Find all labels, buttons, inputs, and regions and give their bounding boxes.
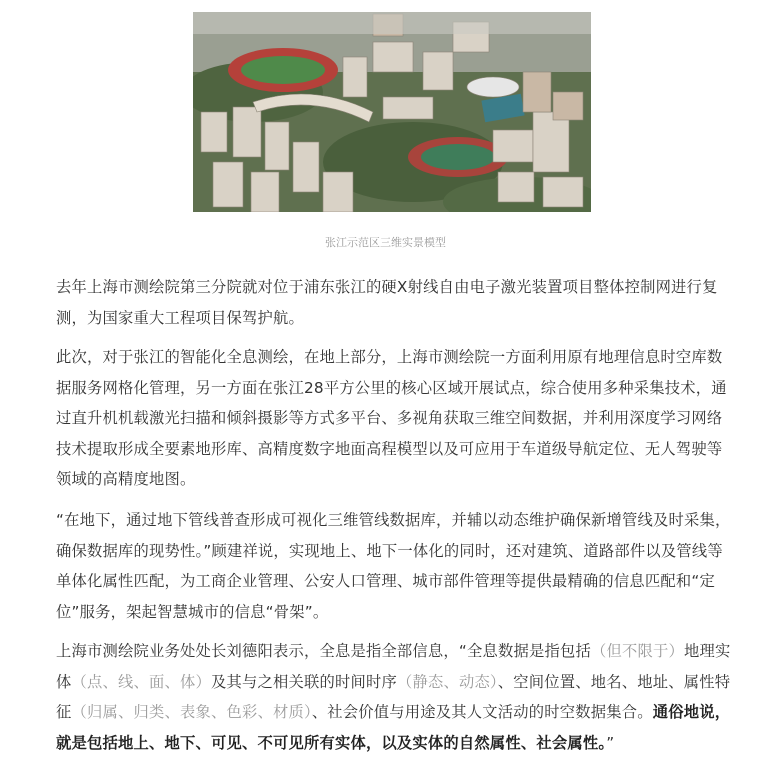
paragraph-1: 去年上海市测绘院第三分院就对位于浦东张江的硬X射线自由电子激光装置项目整体控制网进行复测，为国家重大工程项目保驾护航。 xyxy=(56,278,718,327)
p4-closing-quote: ” xyxy=(606,733,615,752)
p4-text-2: 地理实体 xyxy=(56,642,731,691)
paragraph-2: 此次，对于张江的智能化全息测绘，在地上部分，上海市测绘院一方面利用原有地理信息时空库数据服务网格化管理，另一方面在张江28平方公里的核心区域开展试点，综合使用多种采集技术，通过直升机机载激光扫描和倾斜摄影等方式多平台、多视角获取三维空间数据，并利用深度学习网络技术提取形成全要素地形库、高精度数字地面高程模型以及可应用于车道级导航定位、无人驾驶等领域的高精度地图。 xyxy=(56,348,727,488)
paragraph-4 xyxy=(56,636,736,758)
paragraph-3: “在地下，通过地下管线普查形成可视化三维管线数据库，并辅以动态维护确保新增管线及时采集，确保数据库的现势性。”顾建祥说，实现地上、地下一体化的同时，还对建筑、道路部件以及管线等单体化属性匹配，为工商企业管理、公安人口管理、城市部件管理等提供最精确的信息匹配和“定位”服务，架起智慧城市的信息“骨架”。 xyxy=(56,511,731,621)
p4-text-3: 及其与之相关联的时间时序 xyxy=(210,672,397,691)
p4-text-5: 、社会价值与用途及其人文活动的时空数据集合。 xyxy=(311,703,653,721)
p4-bold-summary: 通俗地说，就是包括地上、地下、可见、不可见所有实体，以及实体的自然属性、社会属性。 xyxy=(56,703,731,752)
aerial-3d-model-image xyxy=(193,12,591,212)
aerial-photo xyxy=(193,12,591,212)
p4-parenthetical-2: （点、线、面、体） xyxy=(71,672,211,691)
p4-text-4: 、空间位置、地名、地址、属性特征 xyxy=(56,672,731,721)
p4-parenthetical-1: （但不限于） xyxy=(591,642,685,660)
figure-caption: 张江示范区三维实景模型 xyxy=(325,236,446,249)
p4-parenthetical-3: （静态、动态） xyxy=(396,672,498,691)
p4-text-1: 上海市测绘院业务处处长刘德阳表示，全息是指全部信息，“全息数据是指包括 xyxy=(56,642,592,660)
p4-parenthetical-4: （归属、归类、表象、色彩、材质） xyxy=(71,703,312,721)
